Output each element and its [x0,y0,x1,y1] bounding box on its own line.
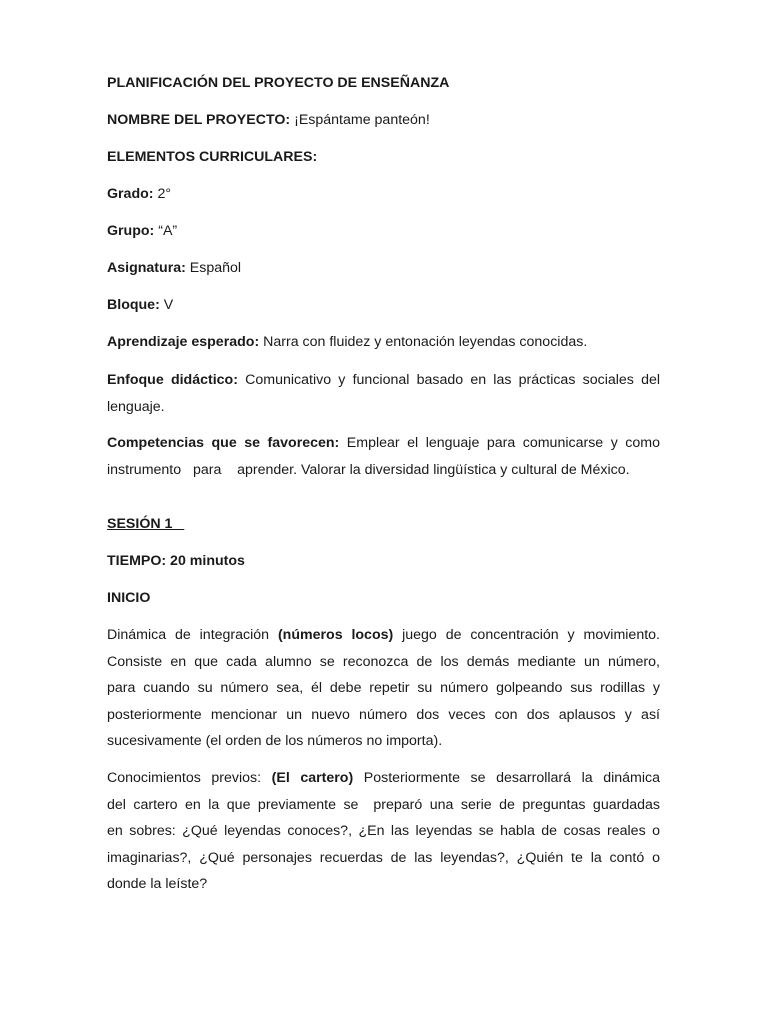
session-time: TIEMPO: 20 minutos [107,553,245,569]
grado-line [107,184,171,204]
competencias-value: Emplear el lenguaje para comunicarse y como [339,435,660,451]
grado-label: Grado: [107,186,154,202]
grupo-line [107,221,177,241]
project-name-value: ¡Espántame panteón! [290,112,430,128]
paragraph-dinamica-line-3: para cuando su número sea, él debe repetir su número golpeando sus rodillas y [107,680,660,697]
paragraph-dinamica-line-4: posteriormente mencionar un nuevo número dos veces con dos aplausos y así [107,706,660,723]
dinamica-name: (números locos) [277,627,394,643]
paragraph-cartero [107,765,660,898]
competencias-line-2: instrumento para aprender. Valorar la diversidad lingüística y cultural de México. [107,461,630,478]
asignatura-value: Español [185,260,242,276]
paragraph-dinamica-line-5: sucesivamente (el orden de los números no importa). [107,733,443,750]
enfoque-line-1 [107,367,660,394]
aprendizaje-label: Aprendizaje esperado: [107,334,260,350]
aprendizaje-line [107,332,587,352]
paragraph-dinamica-line-2: Consiste en que cada alumno se reconozca de los demás mediante un número, [107,653,660,670]
curricular-heading: ELEMENTOS CURRICULARES: [107,149,318,165]
paragraph-cartero-line-5: donde la leíste? [107,876,208,893]
competencias-line-1 [107,430,660,457]
paragraph-cartero-line-2: del cartero en la que previamente se preparó una serie de preguntas guardadas [107,796,660,813]
paragraph-cartero-line-3: en sobres: ¿Qué leyendas conoces?, ¿En las leyendas se habla de cosas reales o [107,823,660,840]
session-phase: INICIO [107,590,151,606]
bloque-line [107,295,173,315]
cartero-intro: Conocimientos previos: [107,770,272,786]
document-title: PLANIFICACIÓN DEL PROYECTO DE ENSEÑANZA [107,75,450,91]
enfoque-label: Enfoque didáctico: [107,372,238,388]
project-name-label: NOMBRE DEL PROYECTO: [107,112,291,128]
grupo-label: Grupo: [107,223,155,239]
paragraph-dinamica-line-1 [107,622,660,649]
bloque-value: V [159,297,174,313]
cartero-name: (El cartero) [271,770,354,786]
session-title: SESIÓN 1 [107,516,185,532]
bloque-label: Bloque: [107,297,160,313]
project-name-line [107,110,430,130]
grupo-value: “A” [154,223,178,239]
asignatura-line [107,258,241,278]
dinamica-desc: juego de concentración y movimiento. [393,627,660,643]
dinamica-intro: Dinámica de integración [107,627,278,643]
enfoque-line-2: lenguaje. [107,398,165,415]
enfoque-paragraph [107,367,660,420]
competencias-label: Competencias que se favorecen: [107,435,340,451]
competencias-paragraph [107,430,660,483]
enfoque-value: Comunicativo y funcional basado en las prácticas sociales del [237,372,661,388]
paragraph-cartero-line-1 [107,765,660,792]
paragraph-dinamica [107,622,660,755]
aprendizaje-value: Narra con fluidez y entonación leyendas conocidas. [259,334,588,350]
paragraph-cartero-line-4: imaginarias?, ¿Qué personajes recuerdas de las leyendas?, ¿Quién te la contó o [107,849,660,866]
grado-value: 2° [153,186,172,202]
asignatura-label: Asignatura: [107,260,186,276]
cartero-desc: Posteriormente se desarrollará la dinámica [353,770,660,786]
